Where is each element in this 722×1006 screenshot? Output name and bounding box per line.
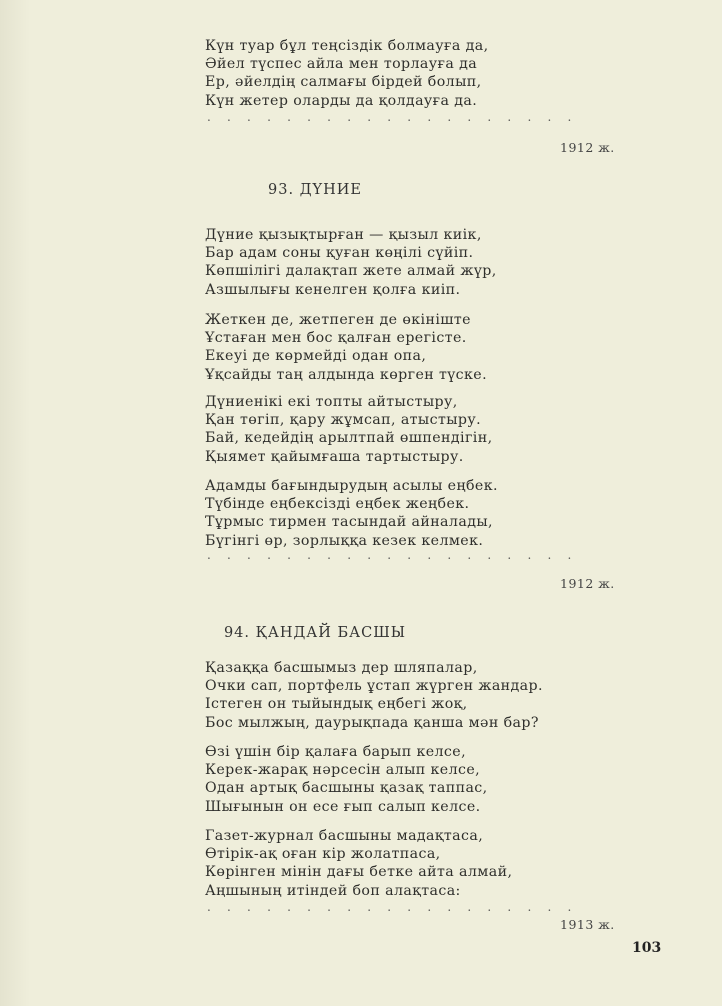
stanza bbox=[205, 37, 489, 110]
verse-line: Дүние қызықтырған — қызыл киік, bbox=[205, 227, 482, 243]
stanza bbox=[205, 659, 543, 732]
verse-line: Азшылығы кенелген қолға киіп. bbox=[205, 281, 461, 298]
verse-line: Адамды бағындырудың асылы еңбек. bbox=[205, 478, 498, 494]
verse-line: Әйел түспес айла мен торлауға да bbox=[205, 56, 478, 73]
verse-line: Қан төгіп, қару жұмсап, атыстыру. bbox=[205, 412, 482, 429]
verse-line: Күн жетер оларды да қолдауға да. bbox=[205, 92, 478, 109]
verse-line: Қыямет қайымғаша тартыстыру. bbox=[205, 448, 464, 465]
verse-line: Қазаққа басшымыз дер шляпалар, bbox=[205, 660, 478, 676]
stanza bbox=[205, 393, 493, 466]
ellipsis-divider: . . . . . . . . . . . . . . . . . . . bbox=[207, 110, 578, 124]
verse-line: Өтірік-ақ оған кір жолатпаса, bbox=[205, 846, 441, 863]
poem-title: 93. ДҮНИЕ bbox=[268, 182, 362, 198]
page-gutter-shadow bbox=[0, 0, 30, 1006]
verse-line: Бар адам соны қуған көңілі сүйіп. bbox=[205, 245, 474, 262]
poem-date: 1913 ж. bbox=[560, 917, 615, 932]
poem-date: 1912 ж. bbox=[560, 576, 615, 591]
stanza bbox=[205, 477, 498, 550]
ellipsis-divider: . . . . . . . . . . . . . . . . . . . bbox=[207, 900, 578, 914]
verse-line: Ер, әйелдің салмағы бірдей болып, bbox=[205, 74, 482, 91]
verse-line: Күн туар бұл теңсіздік болмауға да, bbox=[205, 38, 489, 54]
verse-line: Бүгінгі өр, зорлыққа кезек келмек. bbox=[205, 532, 484, 549]
verse-line: Аңшының итіндей боп алақтаса: bbox=[205, 882, 461, 899]
verse-line: Жеткен де, жетпеген де өкініште bbox=[205, 312, 471, 328]
poem-title: 94. ҚАНДАЙ БАСШЫ bbox=[223, 625, 407, 641]
verse-line: Дүниенікі екі топты айтыстыру, bbox=[205, 394, 458, 410]
ellipsis-divider: . . . . . . . . . . . . . . . . . . . bbox=[207, 548, 578, 562]
verse-line: Көпшілігі далақтап жете алмай жүр, bbox=[205, 263, 497, 280]
verse-line: Өзі үшін бір қалаға барып келсе, bbox=[205, 744, 466, 760]
verse-line: Газет-журнал басшыны мадақтаса, bbox=[205, 828, 484, 844]
verse-line: Ұқсайды таң алдында көрген түске. bbox=[205, 366, 488, 383]
verse-line: Шығынын он есе ғып салып келсе. bbox=[205, 798, 481, 815]
stanza bbox=[205, 311, 487, 384]
verse-line: Керек-жарақ нәрсесін алып келсе, bbox=[205, 762, 481, 779]
verse-line: Бай, кедейдің арылтпай өшпендігін, bbox=[205, 430, 493, 447]
stanza bbox=[205, 226, 497, 299]
verse-line: Істеген он тыйындық еңбегі жоқ, bbox=[205, 696, 468, 713]
verse-line: Одан артық басшыны қазақ таппас, bbox=[205, 780, 488, 797]
verse-line: Екеуі де көрмейді одан опа, bbox=[205, 348, 427, 365]
stanza bbox=[205, 827, 512, 900]
verse-line: Тұрмыс тирмен тасындай айналады, bbox=[205, 514, 493, 531]
verse-line: Очки сап, портфель ұстап жүрген жандар. bbox=[205, 678, 543, 695]
verse-line: Түбінде еңбексізді еңбек жеңбек. bbox=[205, 496, 470, 513]
poem-date: 1912 ж. bbox=[560, 140, 615, 155]
verse-line: Ұстаған мен бос қалған ерегісте. bbox=[205, 330, 467, 347]
verse-line: Бос мылжың, даурықпада қанша мән бар? bbox=[205, 714, 539, 731]
verse-line: Көрінген мінін дағы бетке айта алмай, bbox=[205, 864, 513, 881]
stanza bbox=[205, 743, 488, 816]
page-number: 103 bbox=[632, 940, 662, 956]
